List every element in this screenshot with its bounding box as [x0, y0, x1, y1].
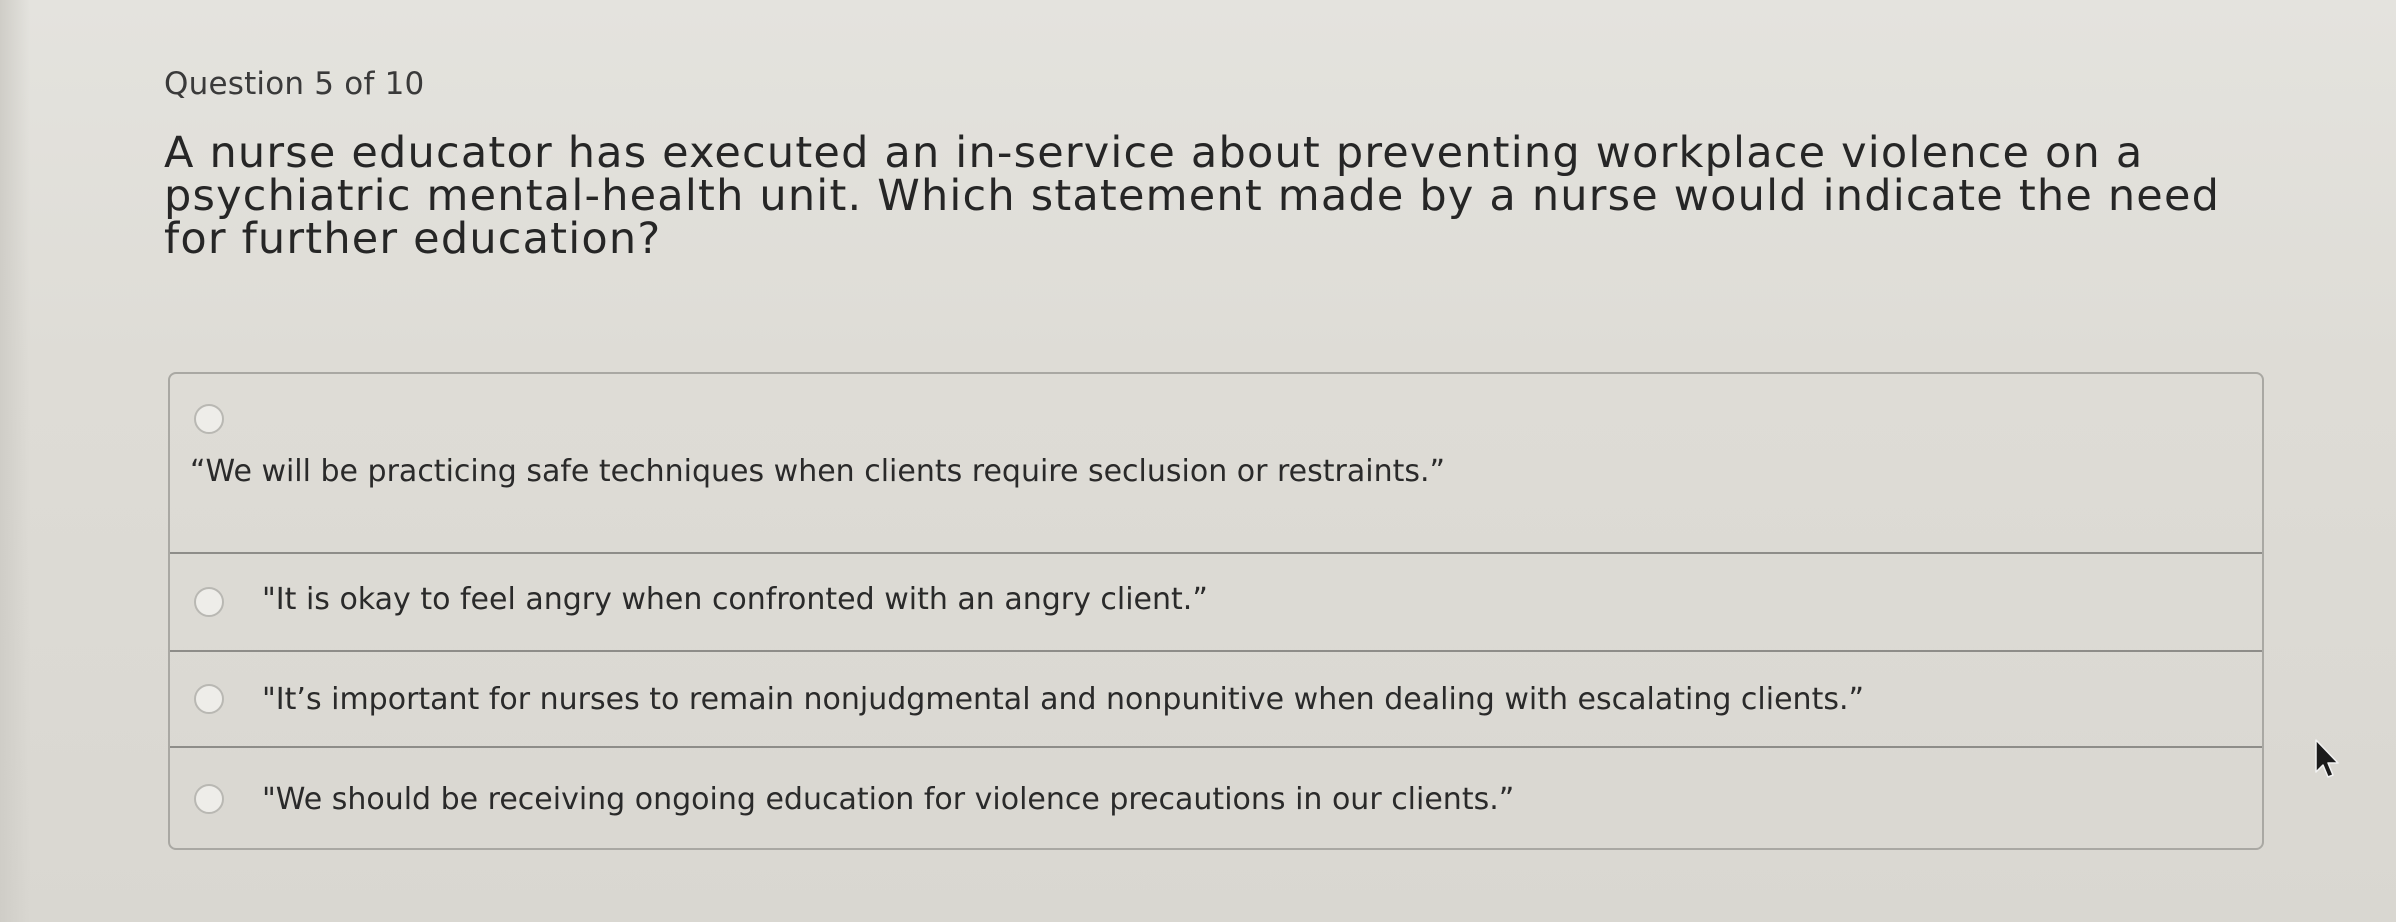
- answer-option-2[interactable]: [170, 552, 2262, 650]
- question-counter: Question 5 of 10: [164, 66, 425, 102]
- screen-edge-shadow: [0, 0, 30, 922]
- radio-button-icon[interactable]: [194, 784, 224, 814]
- radio-button-icon[interactable]: [194, 587, 224, 617]
- answer-option-4[interactable]: [170, 746, 2262, 850]
- radio-button-icon[interactable]: [194, 404, 224, 434]
- answer-option-label: "We should be receiving ongoing education for violence precautions in our clients.”: [262, 782, 1515, 817]
- answer-option-label: "It is okay to feel angry when confronted with an angry client.”: [262, 582, 1208, 617]
- answer-options-list: [168, 372, 2264, 850]
- answer-option-label: “We will be practicing safe techniques when clients require seclusion or restraints.”: [190, 454, 1446, 489]
- mouse-cursor-icon: [2312, 738, 2342, 780]
- answer-option-3[interactable]: [170, 650, 2262, 746]
- answer-option-label: "It’s important for nurses to remain nonjudgmental and nonpunitive when dealing with escalating clients.”: [262, 682, 1865, 717]
- radio-button-icon[interactable]: [194, 684, 224, 714]
- question-text: A nurse educator has executed an in-service about preventing workplace violence on a psychiatric mental-health unit. Which statement made by a nurse would indicate the need for further education?: [164, 128, 2221, 264]
- answer-option-1[interactable]: [170, 374, 2262, 552]
